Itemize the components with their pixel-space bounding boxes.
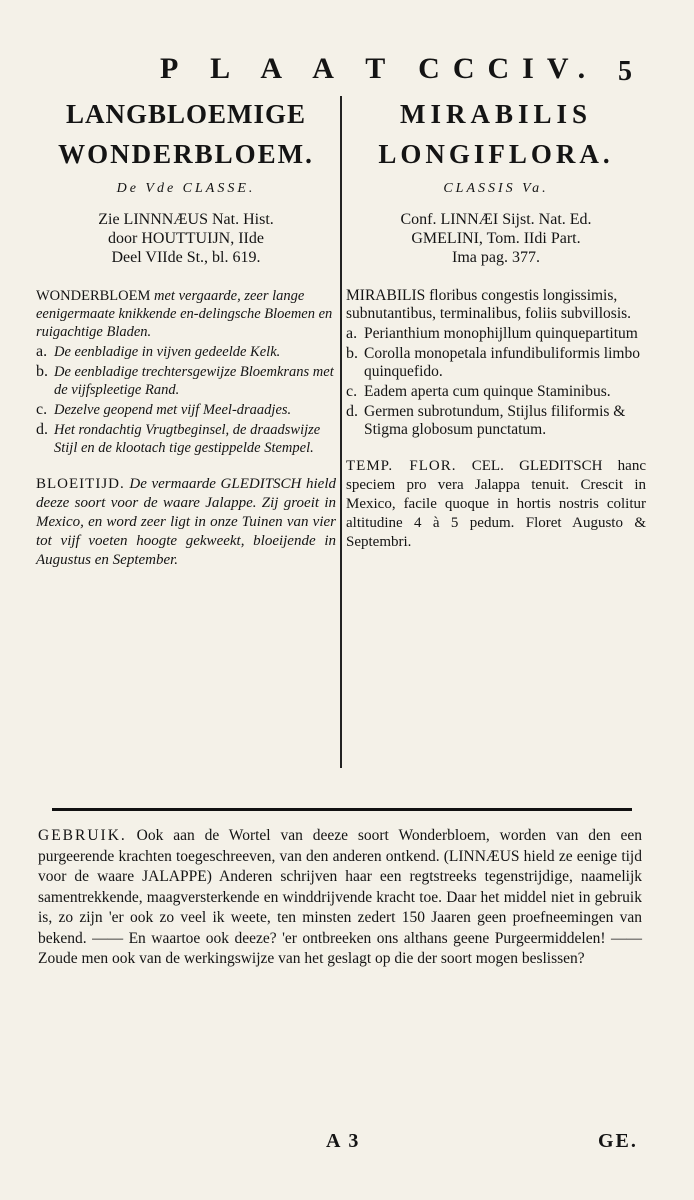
latin-reference <box>346 210 646 267</box>
item-mark: b. <box>36 363 48 380</box>
latin-column <box>346 94 646 552</box>
list-item <box>36 363 336 399</box>
dutch-ref-line: Deel VIIde St., bl. 619. <box>111 249 261 266</box>
item-text: De eenbladige trechtersgewijze Bloemkrans met de vijfspleetige Rand. <box>54 364 334 398</box>
page-number: 5 <box>618 56 632 87</box>
dutch-parts-list <box>36 343 336 457</box>
item-text: Germen subrotundum, Stijlus filiformis & Stigma globosum punctatum. <box>364 403 626 438</box>
item-mark: a. <box>36 343 48 360</box>
item-text: De eenbladige in vijven gedeelde Kelk. <box>54 344 281 360</box>
list-item <box>346 345 646 381</box>
item-text: Dezelve geopend met vijf Meel-draadjes. <box>54 402 292 418</box>
dutch-ref-line: door HOUTTUIJN, IIde <box>108 230 264 247</box>
latin-desc-text: floribus congestis longissimis, subnutantibus, terminalibus, foliis subvillosis. <box>346 287 632 322</box>
usage-text: Ook aan de Wortel van deeze soort Wonderbloem, worden van den een purgeerende krachten toegeschreeven, van den anderen ontkend. (LINNÆUS hield ze eenige tijd voor de waare JALAPPE) Anderen schrijven haar een regtstreeks tegenstrijdige, naamelijk samentrekkende, maagversterkende en winddrijvende kracht toe. Daar het middel niet in gebruik is, zo zijn 'er ook zo veel ik weete, ten minsten zedert 150 Jaaren geen proefneemingen van bekend. —— En waartoe ook deeze? 'er ontbreeken ons althans geene Purgeermiddelen! —— Zoude men ook van de werkingswijze van het geslagt op die der soort mogen beslissen? <box>38 827 642 967</box>
dutch-reference <box>36 210 336 267</box>
list-item <box>346 403 646 439</box>
usage-label: GEBRUIK. <box>38 827 127 844</box>
column-divider <box>340 96 342 768</box>
item-mark: a. <box>346 325 358 342</box>
item-text: Eadem aperta cum quinque Staminibus. <box>364 383 611 400</box>
plate-heading: P L A A T CCCIV. <box>160 52 599 85</box>
item-text: Corolla monopetala infundibuliformis limbo quinquefido. <box>364 345 640 380</box>
signature-mark: A 3 <box>326 1130 361 1152</box>
latin-ref-line: Conf. LINNÆI Sijst. Nat. Ed. <box>400 211 592 228</box>
latin-flowering-time <box>346 457 646 552</box>
flowering-text: CEL. GLEDITSCH hanc speciem pro vera Jalappa tenuit. Crescit in Mexico, facile quoque in hortis nostris colitur altitudine 4 à 5 pedum. Floret Augusto & Septembri. <box>346 458 647 550</box>
dutch-column <box>36 94 336 570</box>
dutch-title-line1: LANGBLOEMIGE <box>65 99 307 129</box>
list-item <box>36 421 336 457</box>
dutch-title-line2: WONDERBLOEM. <box>58 139 314 169</box>
item-mark: d. <box>36 421 48 438</box>
latin-desc-lead: MIRABILIS <box>346 287 426 304</box>
item-mark: c. <box>36 401 48 418</box>
page-header <box>0 52 694 92</box>
list-item <box>346 383 646 401</box>
item-mark: d. <box>346 403 358 420</box>
latin-title-line1: MIRABILIS <box>399 99 593 129</box>
horizontal-rule <box>52 808 632 811</box>
dutch-description <box>36 287 336 341</box>
catchword: GE. <box>598 1130 638 1152</box>
page-footer <box>0 1130 694 1160</box>
latin-ref-line: Ima pag. 377. <box>452 249 540 266</box>
latin-ref-line: GMELINI, Tom. IIdi Part. <box>411 230 581 247</box>
latin-parts-list <box>346 325 646 439</box>
flowering-label: BLOEITIJD. <box>36 476 125 492</box>
usage-paragraph <box>38 826 642 970</box>
dutch-desc-lead: WONDERBLOEM <box>36 288 151 304</box>
item-mark: c. <box>346 383 358 400</box>
latin-description <box>346 287 646 323</box>
latin-class: CLASSIS Va. <box>443 181 549 196</box>
dutch-desc-text: met vergaarde, zeer lange eenigermaate knikkende en-delingsche Bloemen en ruigachtige Bladen. <box>36 288 333 340</box>
list-item <box>346 325 646 343</box>
item-text: Het rondachtig Vrugtbeginsel, de draadswijze Stijl en de klootach tige gestippelde Stempel. <box>54 422 321 456</box>
flowering-label: TEMP. FLOR. <box>346 458 457 474</box>
list-item <box>36 401 336 419</box>
flowering-text: De vermaarde GLEDITSCH hield deeze soort voor de waare Jalappe. Zij groeit in Mexico, en word zeer ligt in onze Tuinen van vier tot vijf voeten hoogte gekweekt, bloeijende in Augustus en September. <box>36 476 336 568</box>
dutch-class: De Vde CLASSE. <box>116 181 256 196</box>
item-text: Perianthium monophijllum quinquepartitum <box>364 325 638 342</box>
dutch-flowering-time <box>36 475 336 570</box>
latin-title-line2: LONGIFLORA. <box>378 139 614 169</box>
list-item <box>36 343 336 361</box>
item-mark: b. <box>346 345 358 362</box>
dutch-ref-line: Zie LINNNÆUS Nat. Hist. <box>98 211 274 228</box>
